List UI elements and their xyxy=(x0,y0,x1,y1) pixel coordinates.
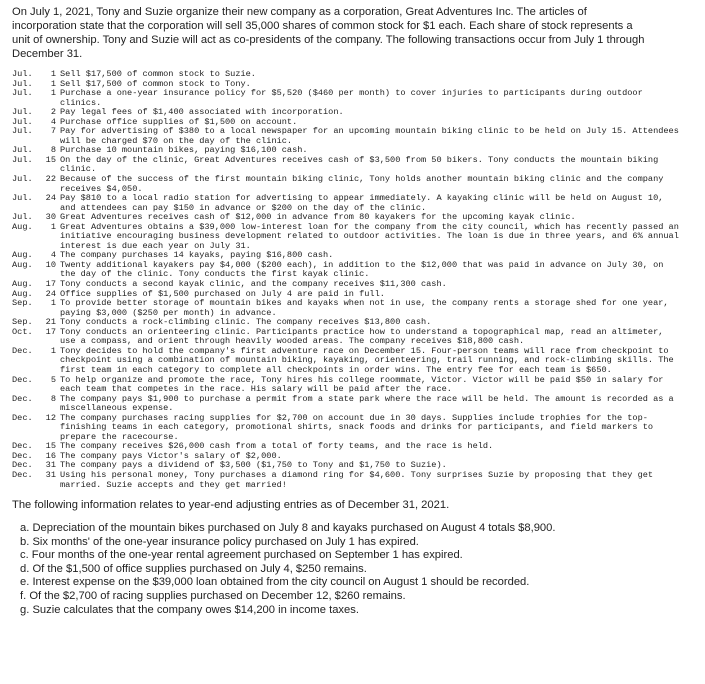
transaction-row xyxy=(12,376,697,395)
transaction-row xyxy=(12,89,697,108)
transaction-month: Jul. xyxy=(12,78,33,89)
transaction-day: 7 xyxy=(50,126,56,137)
transaction-text: Sell $17,500 of common stock to Tony. xyxy=(60,78,251,89)
transaction-day: 4 xyxy=(50,116,56,127)
transaction-text: The company pays a dividend of $3,500 ($1,750 to Tony and $1,750 to Suzie). xyxy=(60,460,447,471)
transaction-row xyxy=(12,299,697,318)
transaction-day: 1 xyxy=(50,298,56,309)
transaction-day: 1 xyxy=(50,221,56,232)
transaction-row xyxy=(12,347,697,376)
transaction-row xyxy=(12,194,697,213)
transaction-day: 1 xyxy=(50,78,56,89)
transaction-text: To provide better storage of mountain bikes and kayaks when not in use, the company rents a storage shed for one year, paying $3,000 ($250 per month) in advance. xyxy=(60,298,669,318)
transaction-month: Jul. xyxy=(12,107,33,118)
transaction-day: 24 xyxy=(45,193,56,204)
transaction-text: Pay for advertising of $380 to a local newspaper for an upcoming mountain biking clinic to be held on July 15. Attendees will be charged $70 on the day of the clinic. xyxy=(60,126,679,146)
transaction-month: Aug. xyxy=(12,279,33,290)
adjustment-item: d. Of the $1,500 of office supplies purchased on July 4, $250 remains. xyxy=(20,562,367,575)
transaction-text: Tony conducts an orienteering clinic. Participants practice how to understand a topographical map, read an altimeter, use a compass, and orient through heavily wooded areas. The company receives $18,800 cash. xyxy=(60,326,664,347)
transaction-month: Jul. xyxy=(12,116,33,127)
transaction-text: Because of the success of the first mountain biking clinic, Tony holds another mountain biking clinic and the company receives $4,050. xyxy=(60,174,664,194)
transaction-month: Dec. xyxy=(12,441,33,452)
transaction-text: The company purchases 14 kayaks, paying $16,800 cash. xyxy=(60,250,334,261)
transaction-day: 21 xyxy=(45,317,56,328)
transaction-month: Dec. xyxy=(12,374,33,385)
transaction-day: 30 xyxy=(45,212,56,223)
transaction-row xyxy=(12,261,697,280)
transaction-month: Aug. xyxy=(12,221,33,232)
transaction-month: Jul. xyxy=(12,154,33,165)
transaction-day: 5 xyxy=(50,374,56,385)
transaction-month: Aug. xyxy=(12,259,33,270)
transaction-day: 10 xyxy=(45,259,56,270)
transaction-month: Jul. xyxy=(12,174,33,185)
transaction-text: Purchase a one-year insurance policy for $5,520 ($460 per month) to cover injuries to participants during outdoor clinics. xyxy=(60,88,643,108)
transaction-month: Sep. xyxy=(12,317,33,328)
transaction-month: Dec. xyxy=(12,412,33,423)
transaction-day: 17 xyxy=(45,279,56,290)
transaction-day: 1 xyxy=(50,345,56,356)
transaction-month: Aug. xyxy=(12,250,33,261)
transaction-text: The company pays Victor's salary of $2,000. xyxy=(60,450,282,461)
intro-paragraph: On July 1, 2021, Tony and Suzie organize their new company as a corporation, Great Adventures Inc. The articles of incorporation state that the corporation will sell 35,000 shares of common stock for $1 each. Each share of stock represents a unit of ownership. Tony and Suzie will act as co-presidents of the company. The following transactions occur from July 1 through December 31. xyxy=(12,6,645,60)
transaction-month: Dec. xyxy=(12,393,33,404)
transaction-row xyxy=(12,471,697,490)
transaction-text: Using his personal money, Tony purchases a diamond ring for $4,600. Tony surprises Suzie by proposing that they get married. Suzie accepts and they get married! xyxy=(60,469,654,490)
transaction-text: Pay $810 to a local radio station for advertising to appear immediately. A kayaking clinic will be held on August 10, and attendees can pay $150 in advance or $200 on the day of the clinic. xyxy=(60,193,664,213)
adjustment-list xyxy=(12,522,697,617)
transaction-text: The company pays $1,900 to purchase a permit from a state park where the race will be held. The amount is recorded as a miscellaneous expense. xyxy=(60,393,674,414)
transaction-day: 22 xyxy=(45,174,56,185)
transaction-day: 4 xyxy=(50,250,56,261)
transaction-text: On the day of the clinic, Great Adventures receives cash of $3,500 from 50 bikers. Tony conducts the mountain biking clinic. xyxy=(60,154,659,175)
transaction-month: Dec. xyxy=(12,469,33,480)
transaction-day: 24 xyxy=(45,288,56,299)
transaction-day: 31 xyxy=(45,469,56,480)
adjustment-item: f. Of the $2,700 of racing supplies purchased on December 12, $260 remains. xyxy=(20,590,406,603)
transaction-text: Sell $17,500 of common stock to Suzie. xyxy=(60,69,256,79)
adjusting-intro: The following information relates to year-end adjusting entries as of December 31, 2021. xyxy=(12,499,450,512)
transaction-day: 31 xyxy=(45,460,56,471)
transaction-month: Dec. xyxy=(12,460,33,471)
transaction-row xyxy=(12,414,697,443)
transaction-text: Twenty additional kayakers pay $4,000 ($200 each), in addition to the $12,000 that was paid in advance on July 30, on the day of the clinic. Tony conducts the first kayak clinic. xyxy=(60,259,664,280)
transaction-list xyxy=(12,70,697,490)
adjustment-item: a. Depreciation of the mountain bikes purchased on July 8 and kayaks purchased on August 4 totals $8,900. xyxy=(20,522,556,535)
transaction-month: Jul. xyxy=(12,145,33,156)
transaction-day: 15 xyxy=(45,154,56,165)
adjustment-item: e. Interest expense on the $39,000 loan obtained from the city council on August 1 should be recorded. xyxy=(20,576,530,589)
transaction-month: Oct. xyxy=(12,326,33,337)
transaction-row xyxy=(12,395,697,414)
transaction-month: Aug. xyxy=(12,288,33,299)
transaction-text: The company purchases racing supplies for $2,700 on account due in 30 days. Supplies include trophies for the top-finishing teams in each category, promotional shirts, snack foods and drinks for participants, and field markers to prepare the racecourse. xyxy=(60,412,654,442)
transaction-day: 15 xyxy=(45,441,56,452)
adjustment-item: b. Six months' of the one-year insurance policy purchased on July 1 has expired. xyxy=(20,535,419,548)
transaction-row xyxy=(12,328,697,347)
transaction-row xyxy=(12,175,697,194)
adjustment-item: g. Suzie calculates that the company owes $14,200 in income taxes. xyxy=(20,603,359,616)
transaction-day: 8 xyxy=(50,393,56,404)
transaction-month: Jul. xyxy=(12,126,33,137)
transaction-month: Jul. xyxy=(12,212,33,223)
transaction-row xyxy=(12,156,697,175)
transaction-month: Sep. xyxy=(12,298,33,309)
transaction-text: Tony decides to hold the company's first adventure race on December 15. Four-person teams will race from checkpoint to checkpoint using a combination of mountain biking, kayaking, orienteering, trail running, and rock-climbing skills. The first team in each category to complete all checkpoints in order wins. The entry fee for each team is $650. xyxy=(60,345,674,375)
transaction-day: 1 xyxy=(50,88,56,99)
adjustment-item: c. Four months of the one-year rental agreement purchased on September 1 has expired. xyxy=(20,549,463,562)
transaction-text: Tony conducts a second kayak clinic, and the company receives $11,300 cash. xyxy=(60,279,447,290)
transaction-month: Dec. xyxy=(12,450,33,461)
transaction-day: 16 xyxy=(45,450,56,461)
transaction-day: 17 xyxy=(45,326,56,337)
transaction-day: 8 xyxy=(50,145,56,156)
transaction-month: Dec. xyxy=(12,345,33,356)
transaction-day: 1 xyxy=(50,69,56,79)
transaction-text: Purchase office supplies of $1,500 on account. xyxy=(60,116,298,127)
transaction-row xyxy=(12,127,697,146)
transaction-text: Great Adventures receives cash of $12,000 in advance from 80 kayakers for the upcoming kayak clinic. xyxy=(60,212,576,223)
transaction-text: Purchase 10 mountain bikes, paying $16,100 cash. xyxy=(60,145,308,156)
transaction-month: Jul. xyxy=(12,69,33,79)
transaction-text: The company receives $26,000 cash from a total of forty teams, and the race is held. xyxy=(60,441,494,452)
transaction-day: 12 xyxy=(45,412,56,423)
transaction-row xyxy=(12,223,697,252)
transaction-month: Jul. xyxy=(12,88,33,99)
transaction-text: Office supplies of $1,500 purchased on July 4 are paid in full. xyxy=(60,288,385,299)
transaction-text: Great Adventures obtains a $39,000 low-interest loan for the company from the city council, which has recently passed an initiative encouraging business development related to outdoor activities. The loan is due in three years, and 6% annual interest is due each year on July 31. xyxy=(60,221,679,251)
transaction-day: 2 xyxy=(50,107,56,118)
transaction-text: Tony conducts a rock-climbing clinic. The company receives $13,800 cash. xyxy=(60,317,432,328)
transaction-month: Jul. xyxy=(12,193,33,204)
transaction-text: To help organize and promote the race, Tony hires his college roommate, Victor. Victor will be paid $50 in salary for each team that competes in the race. His salary will be paid after the race. xyxy=(60,374,664,395)
transaction-text: Pay legal fees of $1,400 associated with incorporation. xyxy=(60,107,344,118)
